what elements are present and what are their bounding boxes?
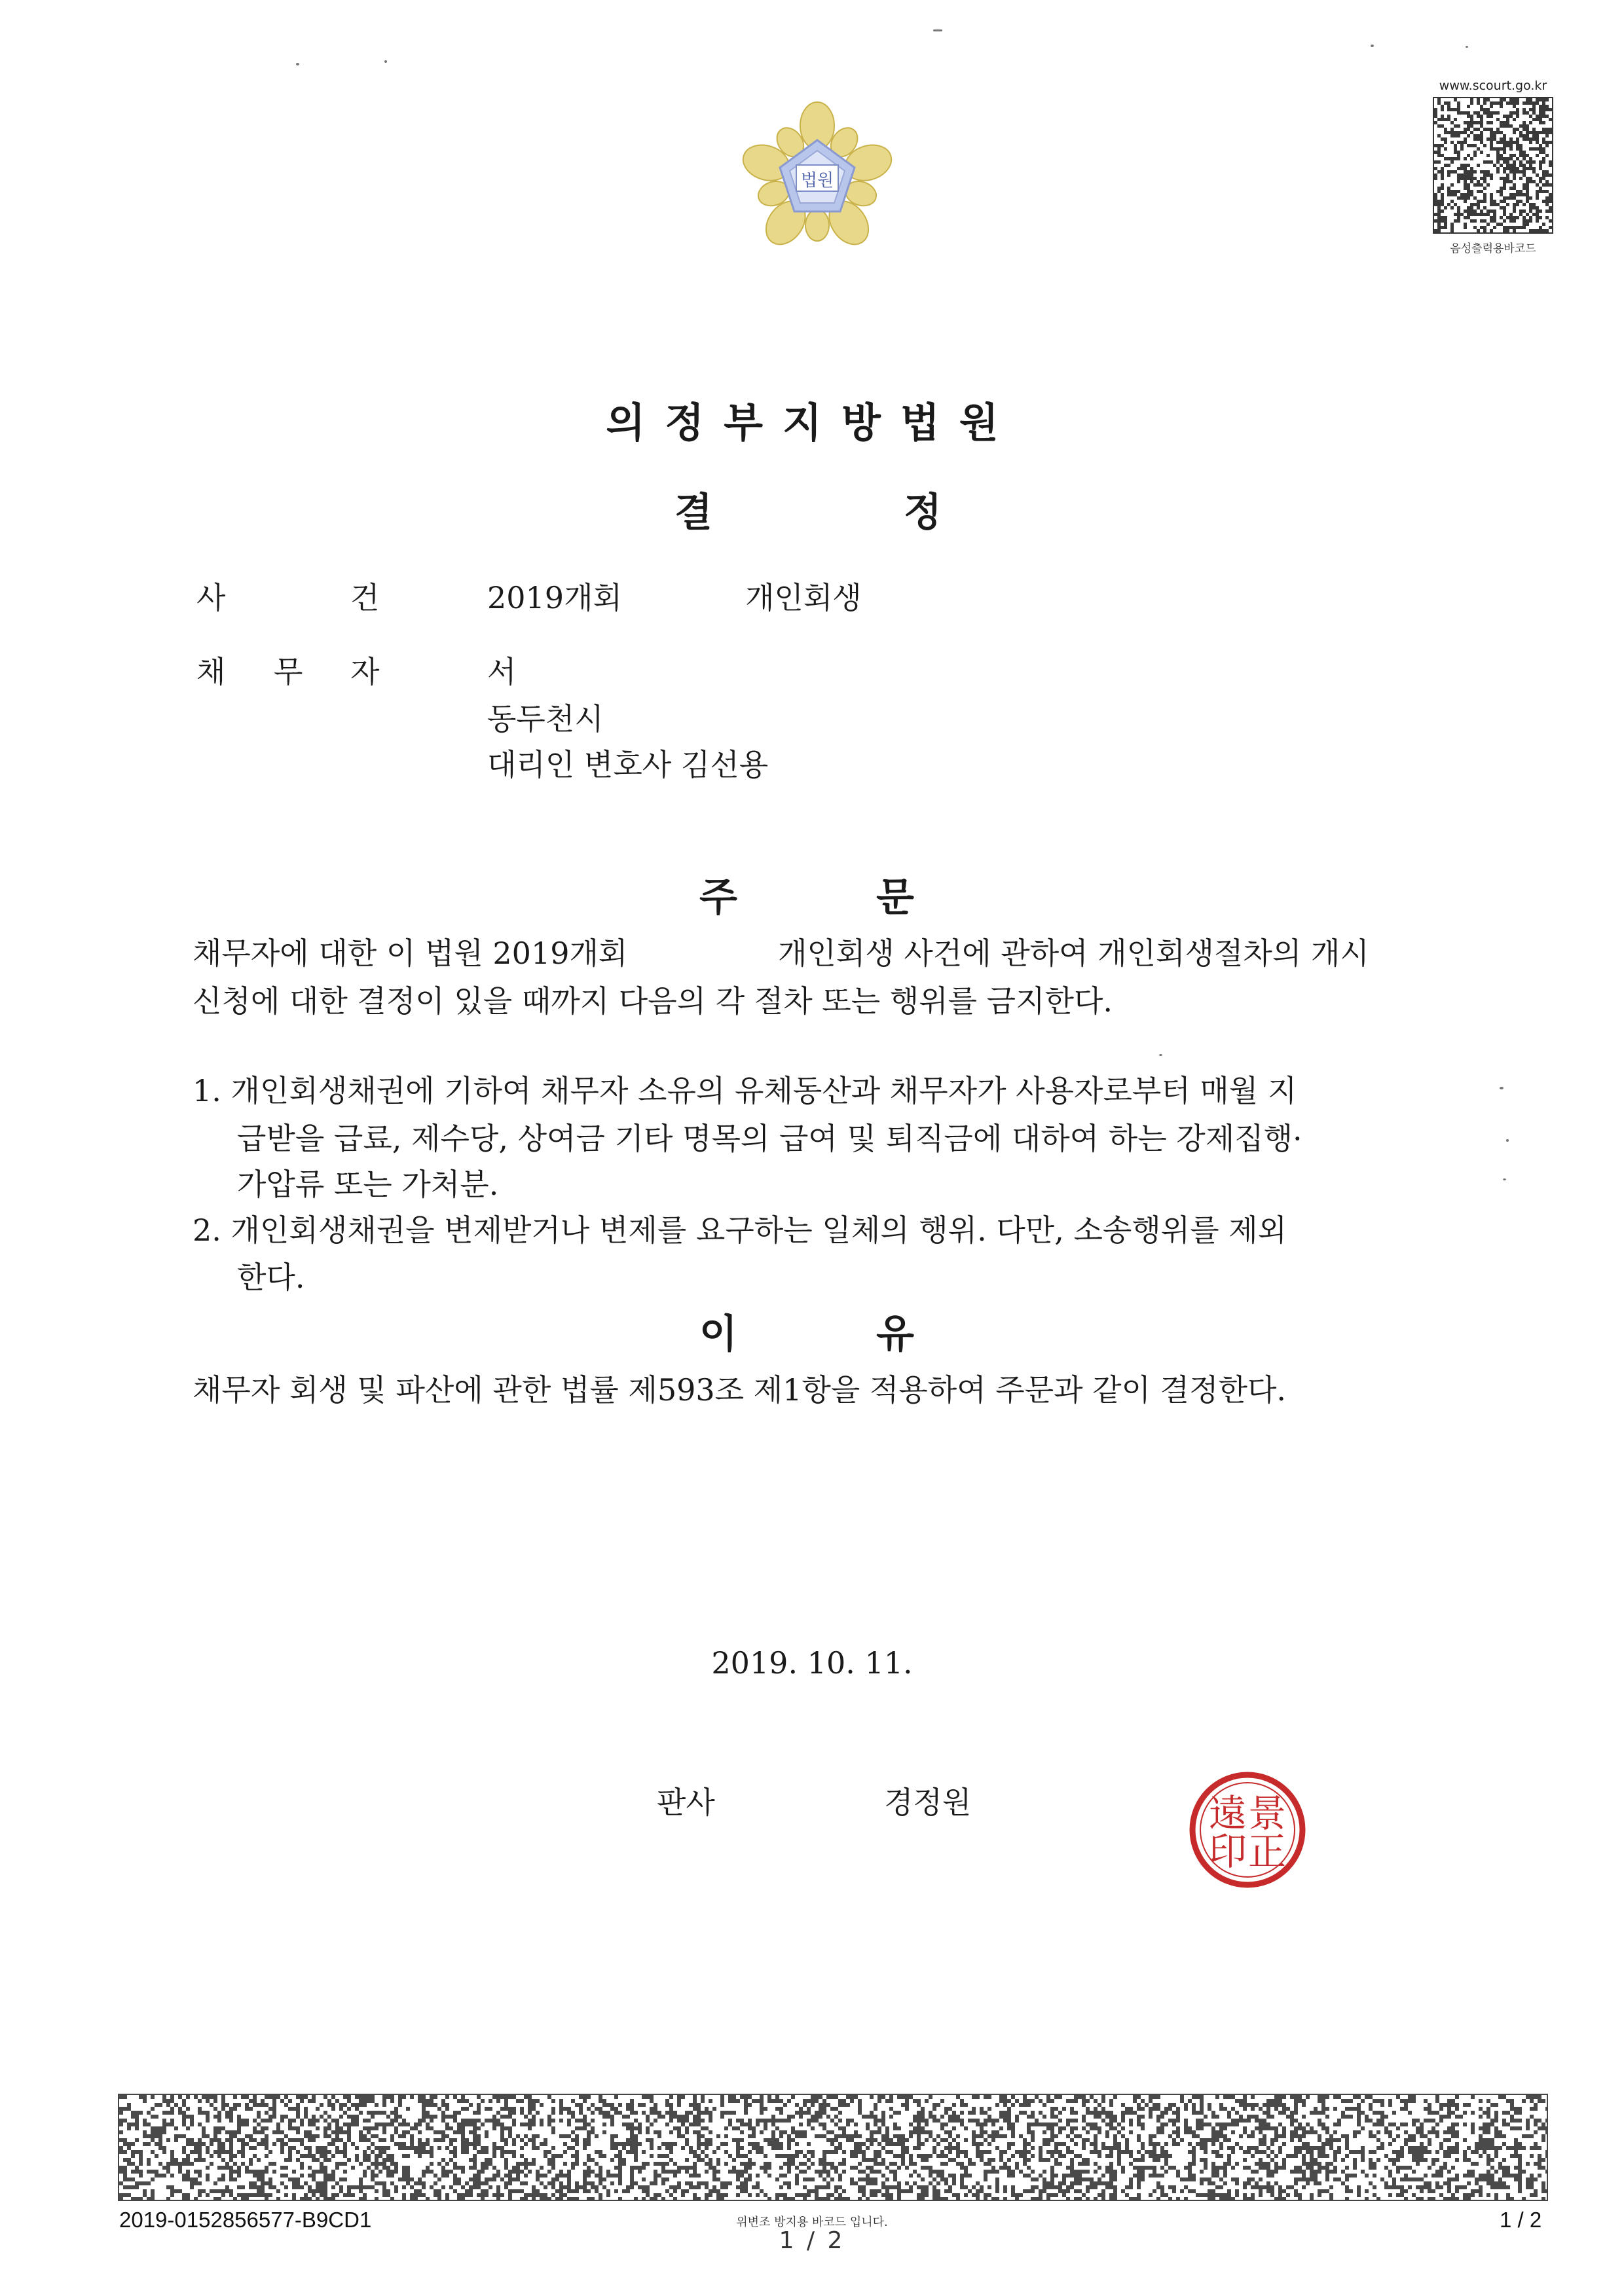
debtor-label-char: 무 — [274, 654, 303, 689]
seal-char: 印 — [1208, 1829, 1247, 1874]
order-heading-left: 주 — [699, 875, 737, 920]
judge-title: 판사 — [657, 1785, 715, 1820]
decision-date: 2019. 10. 11. — [711, 1645, 913, 1681]
seal-char: 景 — [1247, 1791, 1287, 1836]
page-number-center: 1 / 2 — [779, 2227, 845, 2254]
court-name: 의정부지방법원 — [606, 399, 1018, 446]
case-name: 개인회생 — [745, 580, 862, 615]
qr-url: www.scourt.go.kr — [1439, 79, 1547, 93]
scan-speck — [1503, 1178, 1506, 1180]
debtor-label-char: 자 — [350, 654, 380, 689]
case-label-char: 건 — [350, 580, 380, 615]
debtor-label-char: 채 — [196, 654, 226, 689]
document-id: 2019-0152856577-B9CD1 — [119, 2208, 372, 2232]
debtor-address: 동두천시 — [487, 701, 604, 737]
debtor-name: 서 — [487, 654, 517, 689]
order-item1-line2: 급받을 급료, 제수당, 상여금 기타 명목의 급여 및 퇴직금에 대하여 하는 강제집행· — [237, 1121, 1302, 1156]
anti-forgery-barcode-icon — [118, 2094, 1548, 2201]
reason-text: 채무자 회생 및 파산에 관한 법률 제593조 제1항을 적용하여 주문과 같이 결정한다. — [193, 1372, 1287, 1408]
scan-speck — [1466, 46, 1468, 48]
order-intro-line1-part1: 채무자에 대한 이 법원 2019개회 — [193, 936, 628, 971]
order-intro-line2: 신청에 대한 결정이 있을 때까지 다음의 각 절차 또는 행위를 금지한다. — [193, 983, 1113, 1019]
case-label-char: 사 — [196, 580, 226, 615]
debtor-counsel: 대리인 변호사 김선용 — [487, 747, 769, 782]
qr-code-icon — [1433, 97, 1553, 234]
order-intro-line1-part2: 개인회생 사건에 관하여 개인회생절차의 개시 — [778, 936, 1369, 971]
seal-char: 正 — [1247, 1829, 1287, 1874]
emblem-text: 법원 — [800, 171, 834, 191]
document-type-left: 결 — [674, 490, 712, 536]
order-item1-line3: 가압류 또는 가처분. — [237, 1167, 499, 1202]
judge-seal-icon — [1185, 1768, 1310, 1892]
scan-speck — [1500, 1087, 1504, 1089]
order-heading-right: 문 — [876, 875, 914, 920]
judge-name: 경정원 — [884, 1785, 972, 1820]
scan-speck — [1371, 45, 1374, 47]
qr-caption: 음성출력용바코드 — [1450, 242, 1536, 255]
order-item2-line1: 2. 개인회생채권을 변제받거나 변제를 요구하는 일체의 행위. 다만, 소송행위를 제외 — [193, 1212, 1287, 1248]
qr-code-block — [1428, 79, 1559, 255]
court-emblem-icon — [739, 98, 896, 255]
seal-char: 遠 — [1208, 1791, 1247, 1836]
forgery-note: 위변조 방지용 바코드 입니다. — [736, 2215, 888, 2229]
order-item1-line1: 1. 개인회생채권에 기하여 채무자 소유의 유체동산과 채무자가 사용자로부터 매월 지 — [193, 1073, 1297, 1108]
reason-heading-right: 유 — [876, 1311, 914, 1357]
scan-speck — [296, 63, 299, 65]
scan-speck — [933, 29, 942, 31]
document-type-right: 정 — [904, 490, 942, 536]
case-number: 2019개회 — [487, 580, 622, 615]
reason-heading-left: 이 — [699, 1311, 737, 1357]
scan-speck — [384, 60, 387, 63]
scan-speck — [1159, 1054, 1162, 1056]
order-item2-line2: 한다. — [237, 1260, 305, 1295]
page-number-right: 1 / 2 — [1500, 2208, 1542, 2232]
scan-speck — [1506, 1139, 1509, 1142]
